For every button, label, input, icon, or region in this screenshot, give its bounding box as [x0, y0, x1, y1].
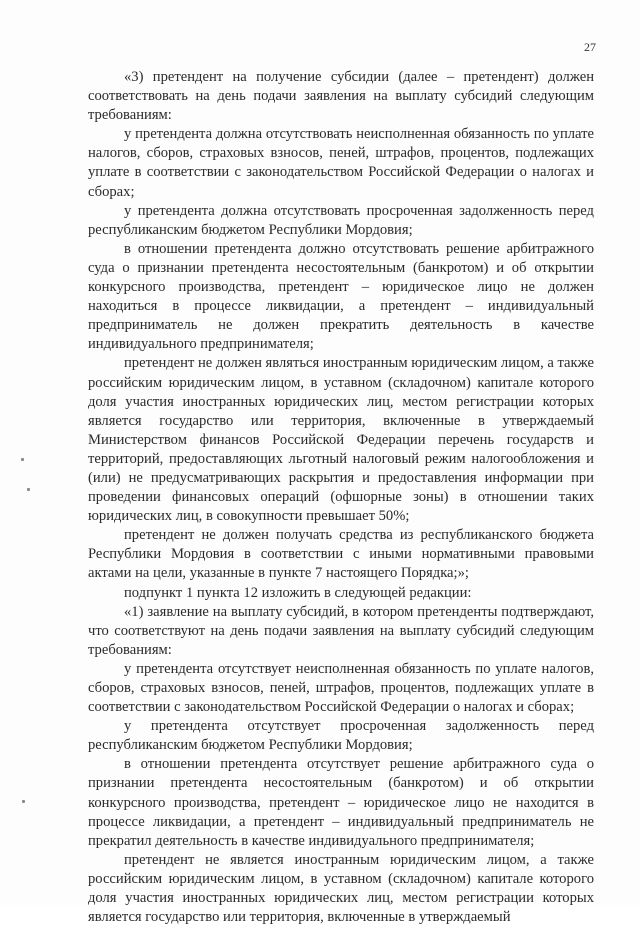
- paragraph: в отношении претендента отсутствует решение арбитражного суда о признании претендента несостоятельным (банкротом) и об открытии конкурсного производства, претендент – юридическое лицо не находится в процессе ликвидации, а претендент – индивидуальный предприниматель не прекратил деятельность в качестве индивидуального предпринимателя;: [88, 756, 594, 849]
- scan-speck: [22, 800, 25, 803]
- paragraph: в отношении претендента должно отсутствовать решение арбитражного суда о признании претендента несостоятельным (банкротом) и об открытии конкурсного производства, претендент – юридическое лицо не должен находиться в процессе ликвидации, а претендент – индивидуальный предприниматель не должен прекратить деятельность в качестве индивидуального предпринимателя;: [88, 240, 594, 353]
- page-number: 27: [584, 40, 596, 54]
- paragraph: у претендента отсутствует просроченная задолженность перед республиканским бюджетом Республики Мордовия;: [88, 718, 594, 754]
- scan-speck: [21, 458, 24, 461]
- paragraph: у претендента отсутствует неисполненная обязанность по уплате налогов, сборов, страховых взносов, пеней, штрафов, процентов, подлежащих уплате в соответствии с законодательством Российской Федерации о налогах и сборах;: [88, 660, 594, 716]
- document-body: [88, 68, 594, 927]
- paragraph: претендент не должен получать средства из республиканского бюджета Республики Мордовия в соответствии с иными нормативными правовыми актами на цели, указанные в пункте 7 настоящего Порядка;»;: [88, 527, 594, 582]
- paragraph: претендент не должен являться иностранным юридическим лицом, а также российским юридическим лицом, в уставном (складочном) капитале которого доля участия иностранных юридических лиц, местом регистрации которых является государство или территория, включенные в утверждаемый Министерством финансов Российской Федерации перечень государств и территорий, предоставляющих льготный налоговый режим налогообложения и (или) не предусматривающих раскрытия и предоставления информации при проведении финансовых операций (офшорные зоны) в отношении таких юридических лиц, в совокупности превышает 50%;: [88, 355, 594, 525]
- paragraph: «1) заявление на выплату субсидий, в котором претенденты подтверждают, что соответствуют на день подачи заявления на выплату субсидий следующим требованиям:: [88, 603, 594, 658]
- paragraph: у претендента должна отсутствовать просроченная задолженность перед республиканским бюджетом Республики Мордовия;: [88, 202, 594, 238]
- scan-speck: [27, 488, 30, 491]
- paragraph: у претендента должна отсутствовать неисполненная обязанность по уплате налогов, сборов, страховых взносов, пеней, штрафов, процентов, подлежащих уплате в соответствии с законодательством Российской Федерации о налогах и сборах;: [88, 126, 594, 200]
- paragraph: «3) претендент на получение субсидии (далее – претендент) должен соответствовать на день подачи заявления на выплату субсидий следующим требованиям:: [88, 69, 594, 124]
- paragraph: подпункт 1 пункта 12 изложить в следующей редакции:: [124, 584, 472, 601]
- paragraph: претендент не является иностранным юридическим лицом, а также российским юридическим лицом, в уставном (складочном) капитале которого доля участия иностранных юридических лиц, местом регистрации которых является государство или территория, включенные в утверждаемый: [88, 851, 594, 926]
